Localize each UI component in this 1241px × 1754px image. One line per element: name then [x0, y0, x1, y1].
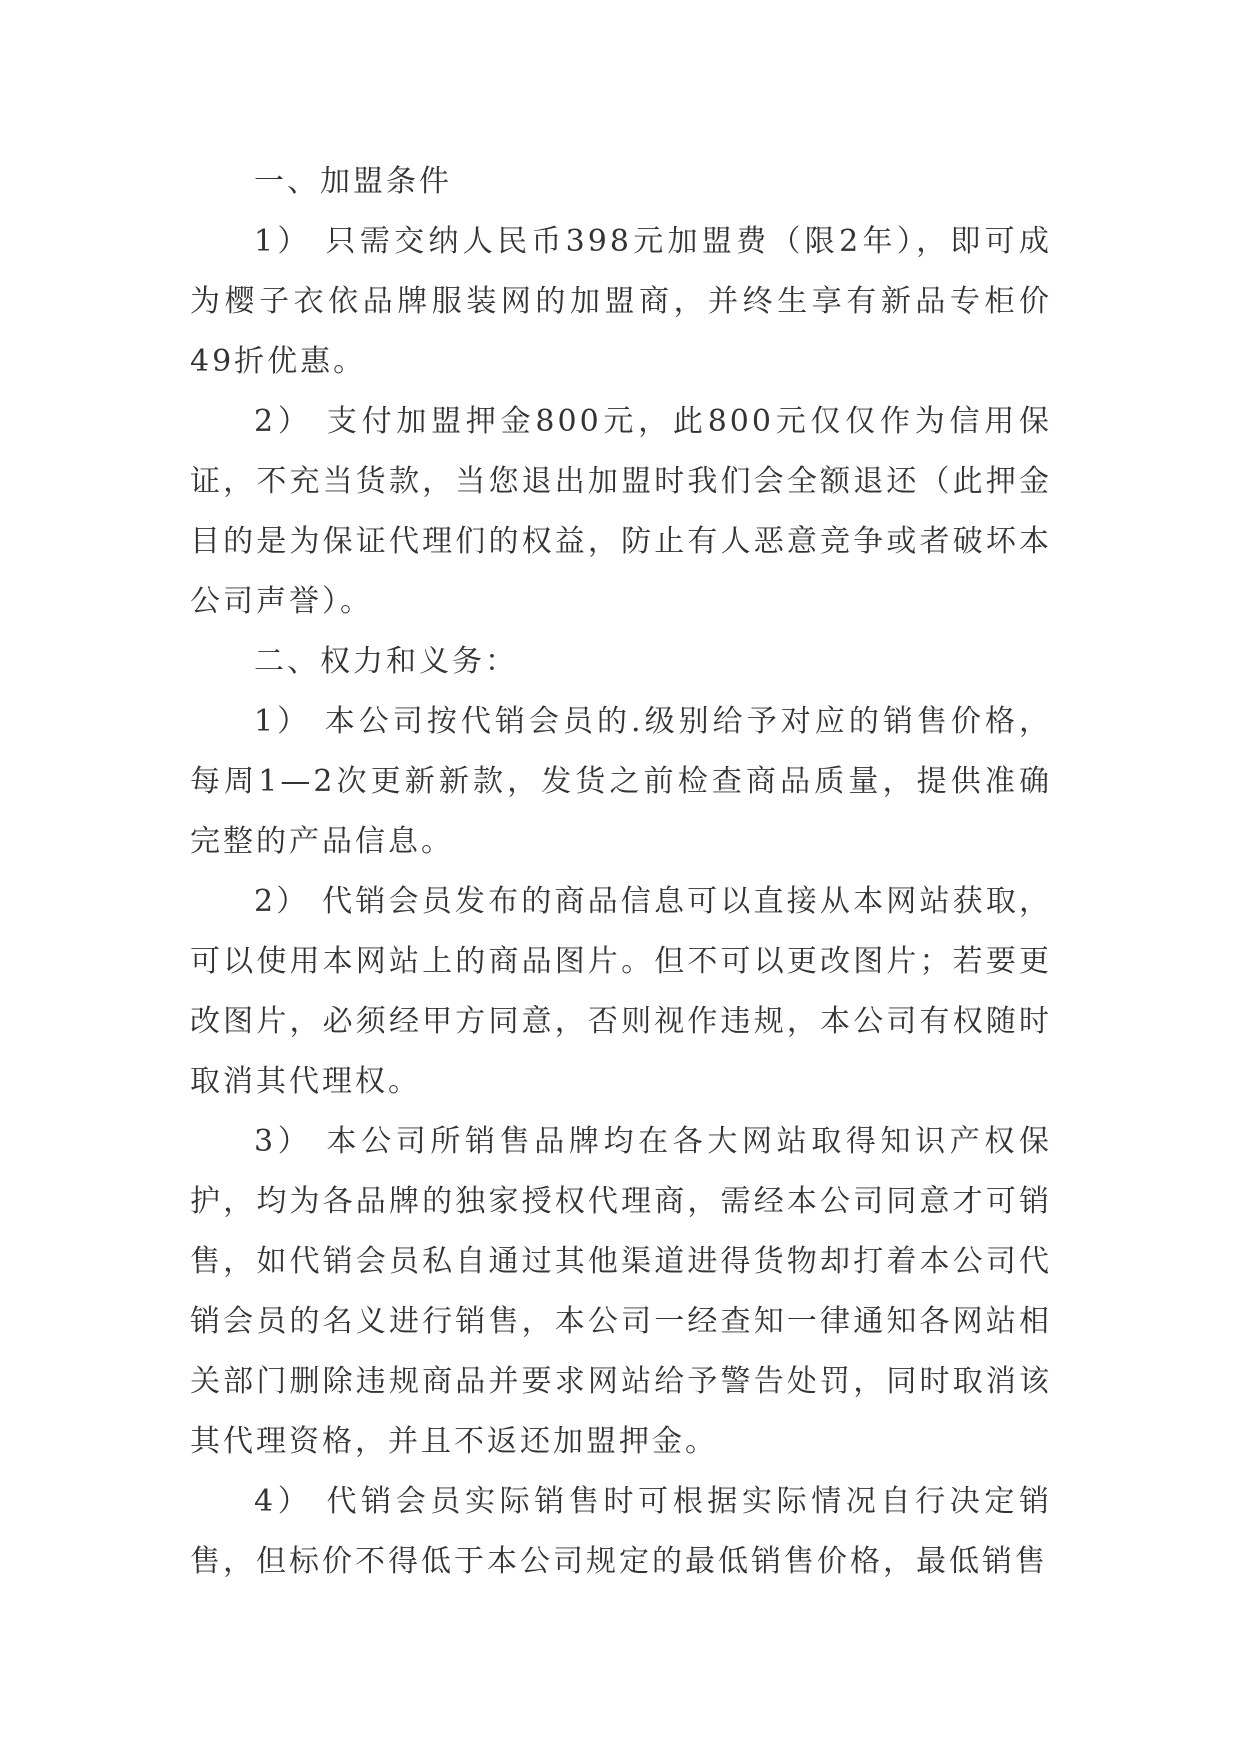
- paragraph-deposit: 2） 支付加盟押金800元，此800元仅仅作为信用保证，不充当货款，当您退出加盟时我们会全额退还（此押金目的是为保证代理们的权益，防止有人恶意竞争或者破坏本公司声誉）。: [190, 404, 1052, 619]
- paragraph-minimum-price: 4） 代销会员实际销售时可根据实际情况自行决定销售，但标价不得低于本公司规定的最低销售价格，最低销售: [190, 1484, 1052, 1579]
- paragraph-ip-protection: 3） 本公司所销售品牌均在各大网站取得知识产权保护，均为各品牌的独家授权代理商，需经本公司同意才可销售，如代销会员私自通过其他渠道进得货物却打着本公司代销会员的名义进行销售，本公司一经查知一律通知各网站相关部门删除违规商品并要求网站给予警告处罚，同时取消该其代理资格，并且不返还加盟押金。: [190, 1124, 1052, 1459]
- paragraph-product-images: 2） 代销会员发布的商品信息可以直接从本网站获取，可以使用本网站上的商品图片。但不可以更改图片；若要更改图片，必须经甲方同意，否则视作违规，本公司有权随时取消其代理权。: [190, 884, 1052, 1099]
- paragraph-join-fee: 1） 只需交纳人民币398元加盟费（限2年），即可成为樱子衣依品牌服装网的加盟商，并终生享有新品专柜价49折优惠。: [190, 224, 1052, 379]
- section-heading-join-conditions: 一、加盟条件: [254, 164, 452, 199]
- section-heading-rights-obligations: 二、权力和义务：: [254, 644, 518, 679]
- paragraph-pricing-levels: 1） 本公司按代销会员的.级别给予对应的销售价格，每周1—2次更新新款，发货之前检查商品质量，提供准确完整的产品信息。: [190, 704, 1052, 859]
- document-body: [190, 152, 1052, 1592]
